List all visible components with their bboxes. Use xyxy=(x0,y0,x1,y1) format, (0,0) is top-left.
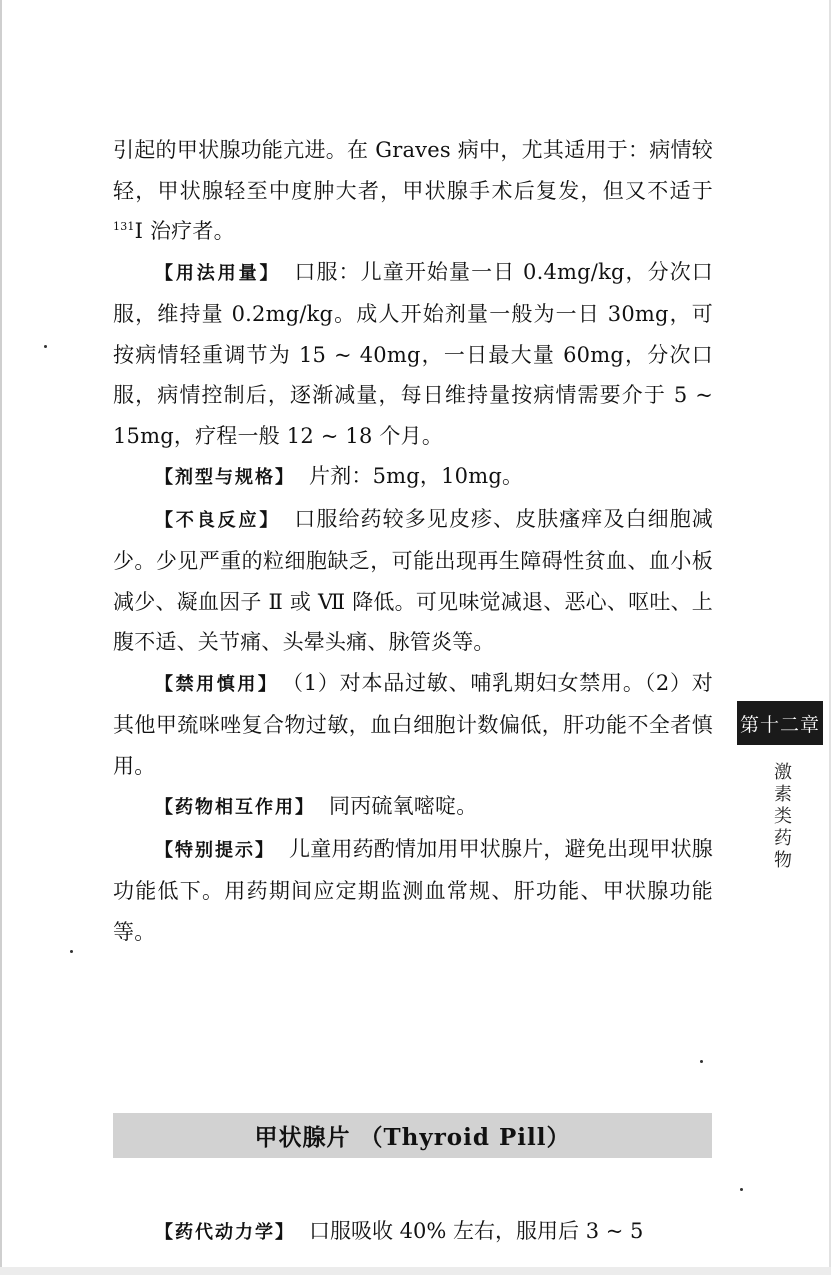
scan-speck xyxy=(700,1060,703,1063)
contra-tag: 【禁用慎用】 xyxy=(155,673,279,695)
section-title: 甲状腺片 （Thyroid Pill） xyxy=(254,1124,571,1151)
chapter-tab xyxy=(737,701,823,745)
paragraph-pharmacokinetics: 【药代动力学】 口服吸收 40% 左右，服用后 3 ~ 5 xyxy=(155,1219,644,1243)
form-tag: 【剂型与规格】 xyxy=(155,467,295,488)
paragraph-contraindications: 【禁用慎用】 （1）对本品过敏、哺乳期妇女禁用。（2）对其他甲巯咪唑复合物过敏，血白细胞计数偏低，肝功能不全者慎用。 xyxy=(113,670,714,778)
paragraph-indications: 引起的甲状腺功能亢进。在 Graves 病中，尤其适用于：病情较轻，甲状腺轻至中度肿大者，甲状腺手术后复发，但又不适于$^{131}$I 治疗者。 xyxy=(113,138,713,243)
page-bottom-strip xyxy=(0,1267,831,1275)
paragraph-adverse: 【不良反应】 口服给药较多见皮疹、皮肤瘙痒及白细胞减少。少见严重的粒细胞缺乏，可能出现再生障碍性贫血、血小板减少、凝血因子 Ⅱ 或 Ⅶ 降低。可见味觉减退、恶心、呕吐、上腹不适、关节痛、头晕头痛、脉管炎等。 xyxy=(113,506,713,654)
paragraph-form: 【剂型与规格】 片剂：5mg，10mg。 xyxy=(155,464,524,488)
scan-speck xyxy=(740,1188,743,1191)
special-tag: 【特别提示】 xyxy=(155,839,275,861)
scan-speck xyxy=(70,950,73,953)
superscript-131: 131 xyxy=(113,220,135,233)
body-text xyxy=(113,130,713,952)
adverse-tag: 【不良反应】 xyxy=(155,509,281,531)
usage-tag: 【用法用量】 xyxy=(155,262,281,284)
chapter-label: 第十二章 xyxy=(739,713,820,736)
interact-tag: 【药物相互作用】 xyxy=(155,797,315,818)
paragraph-special: 【特别提示】 儿童用药酌情加用甲状腺片，避免出现甲状腺功能低下。用药期间应定期监测血常规、肝功能、甲状腺功能等。 xyxy=(113,836,713,944)
pharmacokinetics-tag: 【药代动力学】 xyxy=(155,1222,295,1243)
paragraph-interactions: 【药物相互作用】 同丙硫氧嘧啶。 xyxy=(155,794,478,818)
paragraph-usage: 【用法用量】 口服：儿童开始量一日 0.4mg/kg，分次口服，维持量 0.2mg/kg。成人开始剂量一般为一日 30mg，可按病情轻重调节为 15 ~ 40mg，一日最大量 60mg，分次口服，病情控制后，逐渐减量，每日维持量按病情需要介于 5 ~ 15mg，疗程一般 12 ~ 18 个月。 xyxy=(113,259,713,448)
chapter-subtitle-vertical: 激素类药物 xyxy=(774,762,792,871)
page-edge-left xyxy=(0,0,2,1275)
scan-speck xyxy=(44,345,47,348)
section-heading-bar xyxy=(113,1113,712,1158)
